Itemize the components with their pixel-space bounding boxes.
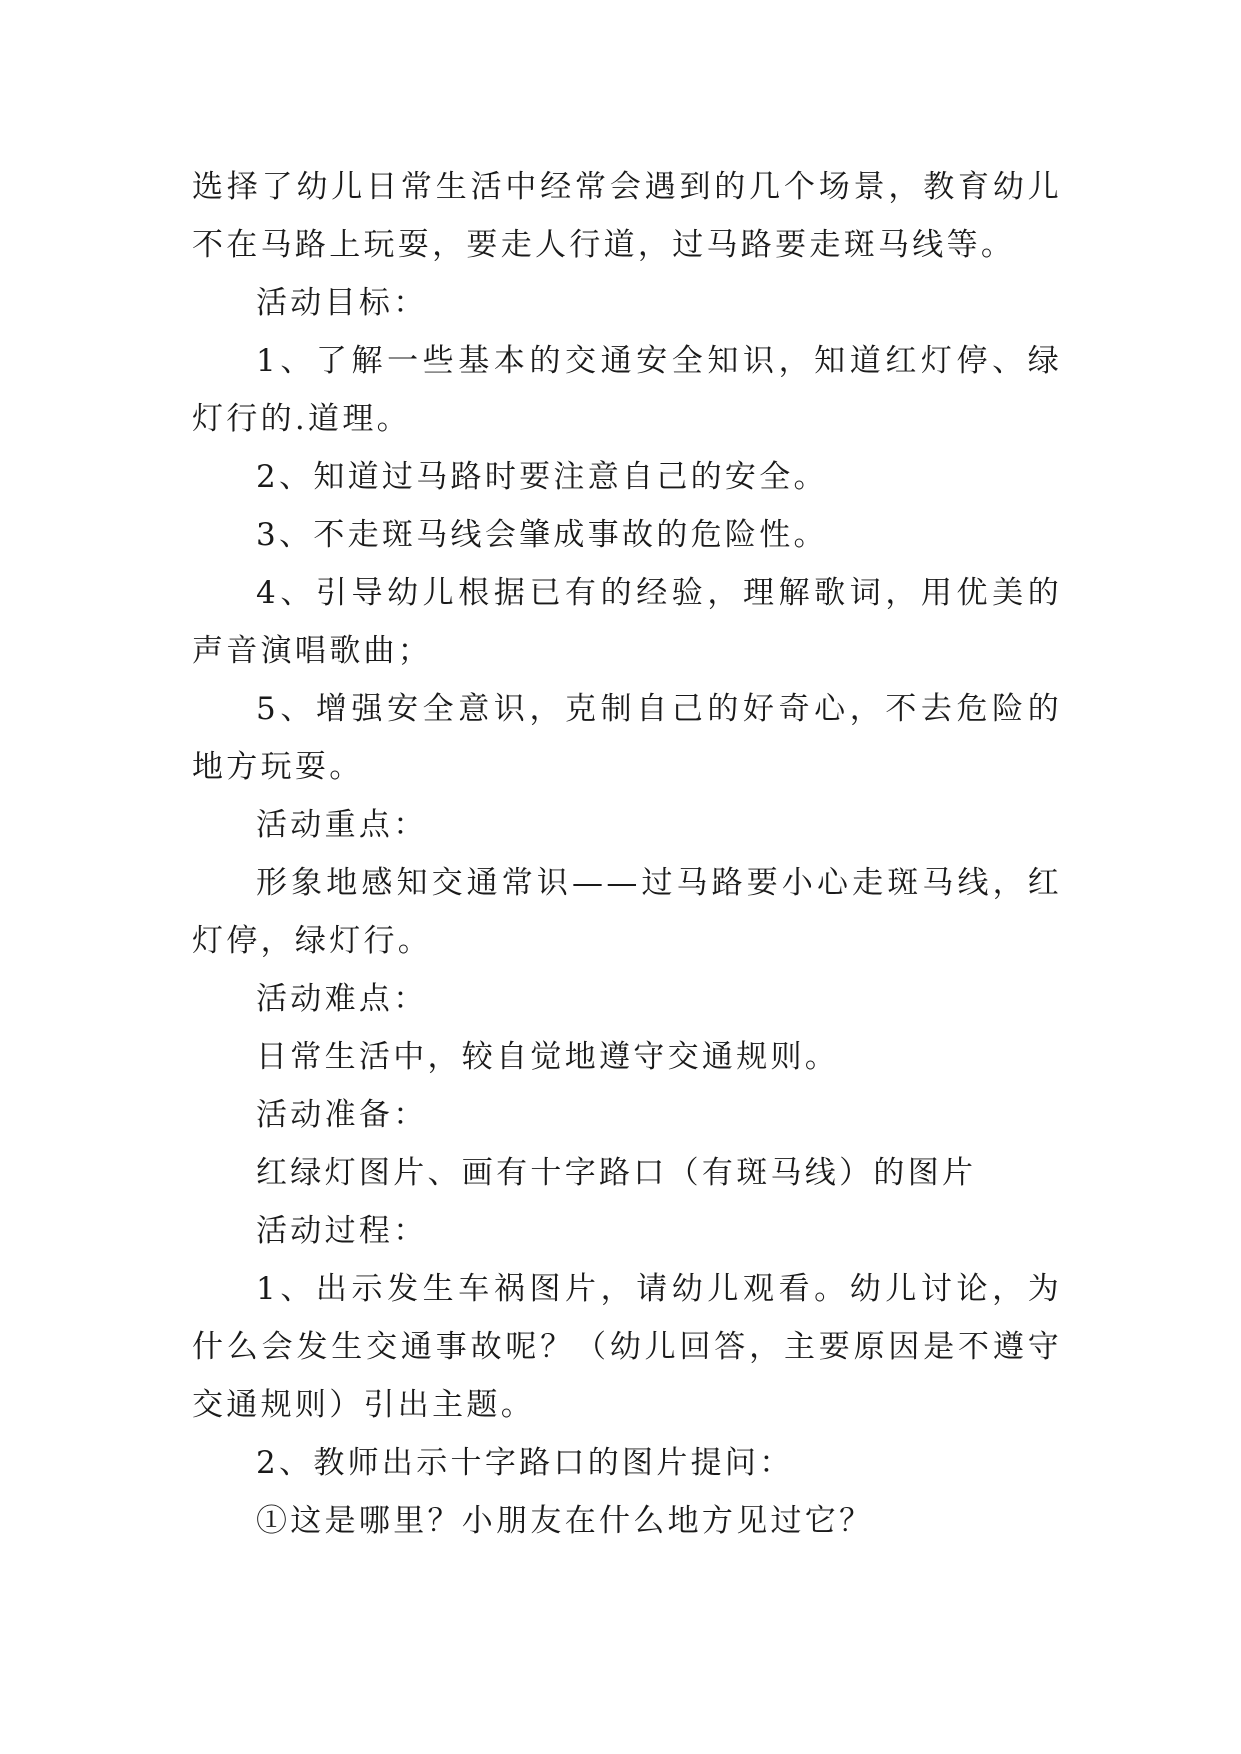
- difficulties-text: 日常生活中，较自觉地遵守交通规则。: [256, 1039, 840, 1075]
- heading-preparation: 活动准备：: [256, 1097, 428, 1133]
- goal-item-4: 4、引导幼儿根据已有的经验，理解歌词，用优美的声音演唱歌曲；: [192, 575, 1062, 669]
- heading-difficulties: 活动难点：: [256, 981, 428, 1017]
- preparation-text: 红绿灯图片、画有十字路口（有斑马线）的图片: [256, 1155, 977, 1191]
- key-points-text: 形象地感知交通常识——过马路要小心走斑马线，红灯停，绿灯行。: [192, 865, 1062, 959]
- process-step-2: 2、教师出示十字路口的图片提问：: [256, 1445, 794, 1481]
- process-step-1: 1、出示发生车祸图片，请幼儿观看。幼儿讨论，为什么会发生交通事故呢？（幼儿回答，主要原因是不遵守交通规则）引出主题。: [192, 1271, 1062, 1423]
- goal-item-5: 5、增强安全意识，克制自己的好奇心，不去危险的地方玩耍。: [192, 691, 1062, 785]
- goal-item-3: 3、不走斑马线会肇成事故的危险性。: [256, 517, 828, 553]
- paragraph-intro: 选择了幼儿日常生活中经常会遇到的几个场景，教育幼儿不在马路上玩耍，要走人行道，过马路要走斑马线等。: [192, 169, 1062, 263]
- heading-activity-goals: 活动目标：: [256, 285, 428, 321]
- goal-item-1: 1、了解一些基本的交通安全知识，知道红灯停、绿灯行的.道理。: [192, 343, 1062, 437]
- goal-item-2: 2、知道过马路时要注意自己的安全。: [256, 459, 828, 495]
- process-question-1: ①这是哪里？小朋友在什么地方见过它？: [256, 1503, 874, 1539]
- heading-process: 活动过程：: [256, 1213, 428, 1249]
- heading-key-points: 活动重点：: [256, 807, 428, 843]
- document-body: [192, 158, 1062, 1550]
